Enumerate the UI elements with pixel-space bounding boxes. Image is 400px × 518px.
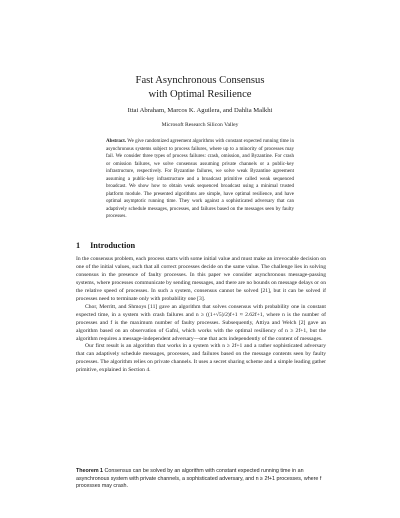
theorem-text: Consensus can be solved by an algorithm with constant expected running time in an asynchronous system with private channels, a sophisticated adversary, and n ≥ 2f+1 processes, where f processes may crash. (76, 468, 322, 490)
body-paragraph: In the consensus problem, each process starts with some initial value and must make an irrevocable decision on one of the initial values, such that all correct processes decide on the same value. The challenge lies in solving consensus in the presence of faulty processes. In this paper we consider asynchronous message-passing systems, where processes communicate by sending messages, and there are no bounds on message delays or on the relative speed of processes. In such a system, consensus cannot be solved [21], but it can be solved if processes need to terminate only with probability one [3]. (76, 256, 326, 302)
section-number: 1 (76, 241, 81, 250)
paper-title (0, 74, 400, 102)
body-paragraph: Our first result is an algorithm that works in a system with n ≥ 2f+1 and a rather sophisticated adversary that can adaptively schedule messages, processes, and failures based on the message contents seen by faulty processes. The algorithm relies on private channels. It uses a secret sharing scheme and a simple leading gather primitive, explained in Section 4. (76, 343, 326, 374)
body-paragraph: Chor, Merritt, and Shmoys [11] gave an algorithm that solves consensus with probability one in constant expected time, in a system with crash failures and n ≥ ((1+√5)/2)f+1 ≈ 2.62f+1, where n is the number of processes and f is the maximum number of faulty processes. Subsequently, Attiya and Welch [2] gave an algorithm based on an observation of Gafni, which works with the optimal resiliency of n ≥ 2f+1, but the algorithm requires a message-independent adversary—one that acts independently of the content of messages. (76, 303, 326, 342)
section-body (76, 256, 326, 375)
abstract (106, 138, 294, 221)
title-line: with Optimal Resilience (148, 89, 252, 100)
affiliation: Microsoft Research Silicon Valley (161, 122, 239, 128)
section-title: Introduction (90, 241, 136, 250)
theorem (76, 468, 326, 491)
author-list: Ittai Abraham, Marcos K. Aguilera, and Dahlia Malkhi (127, 107, 273, 114)
section-heading (76, 241, 326, 251)
abstract-text: We give randomized agreement algorithms with constant expected running time in asynchronous systems subject to process failures, where up to a minority of processes may fail. We consider three types of process failures: crash, omission, and Byzantine. For crash or omission failures, we solve consensus assuming private channels or a public-key infrastructure, respectively. For Byzantine failures, we solve weak Byzantine agreement assuming a public-key infrastructure and a broadcast primitive called weak sequenced broadcast. We show how to obtain weak sequenced broadcast using a minimal trusted platform module. The presented algorithms are simple, have optimal resilience, and have optimal asymptotic running time. They work against a sophisticated adversary that can adaptively schedule messages, processes, and failures based on the messages seen by faulty processes. (106, 138, 294, 220)
theorem-label: Theorem 1 (76, 468, 104, 474)
abstract-label: Abstract. (106, 138, 127, 144)
title-line: Fast Asynchronous Consensus (135, 75, 265, 86)
